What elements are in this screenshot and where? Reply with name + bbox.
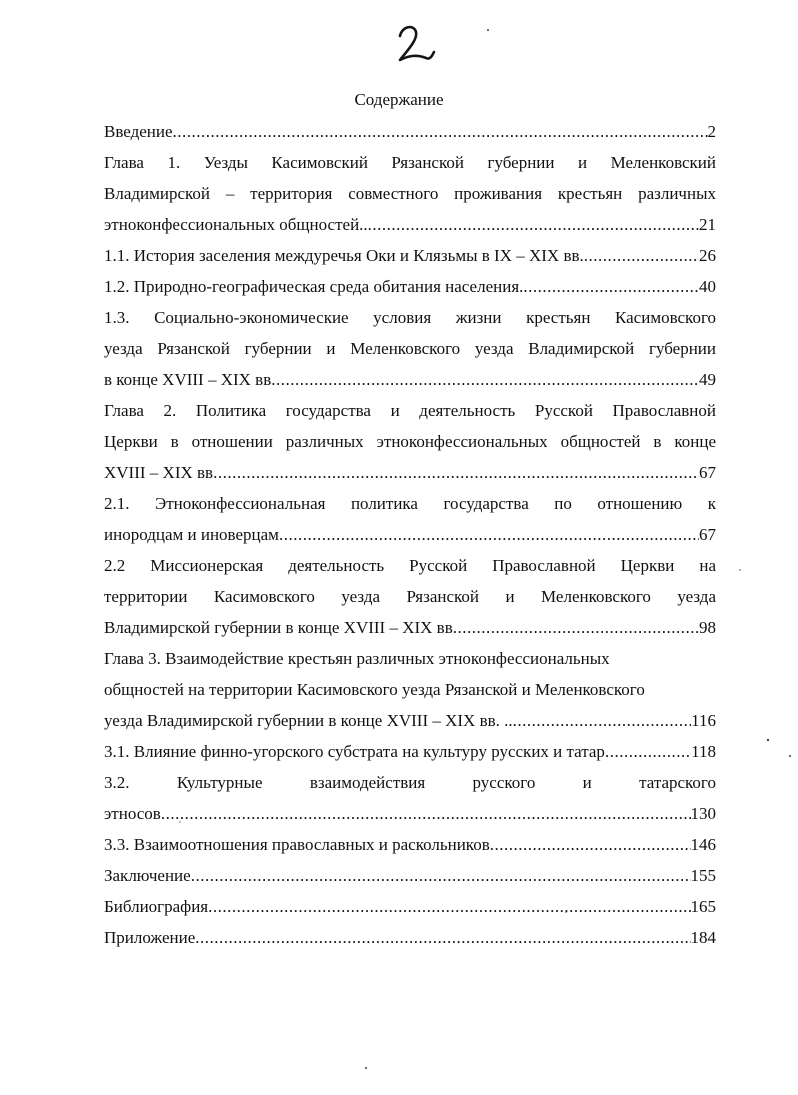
entry-title: в конце XVIII – XIX вв [104, 370, 272, 389]
leader-dots [213, 457, 699, 488]
entry-line: 2.1. Этноконфессиональная политика государства по отношению к [104, 494, 716, 513]
entry-title: Введение [104, 122, 173, 141]
leader-dots [523, 271, 699, 302]
leader-dots [453, 612, 699, 643]
toc-entry-section-1-2 [104, 271, 716, 302]
leader-dots [195, 922, 690, 953]
toc-entry-conclusion [104, 860, 716, 891]
toc-entry-chapter-2 [104, 395, 716, 488]
entry-page: 165 [690, 897, 716, 916]
toc-entry-chapter-3 [104, 643, 716, 736]
entry-line: 1.3. Социально-экономические условия жизни крестьян Касимовского [104, 308, 716, 327]
entry-page: 49 [699, 370, 716, 389]
leader-dots [490, 829, 691, 860]
toc-entry-section-1-3 [104, 302, 716, 395]
leader-dots [279, 519, 699, 550]
entry-line: Церкви в отношении различных этноконфессиональных общностей в конце [104, 432, 716, 451]
entry-line: Глава 2. Политика государства и деятельность Русской Православной [104, 401, 716, 420]
entry-page: 184 [690, 928, 716, 947]
entry-line: Владимирской – территория совместного проживания крестьян различных [104, 184, 716, 203]
table-of-contents [104, 116, 716, 953]
entry-page: 146 [690, 835, 716, 854]
entry-title: 1.1. История заселения междуречья Оки и Клязьмы в IX – XIX вв. [104, 246, 584, 265]
entry-line: 3.2. Культурные взаимодействия русского и татарского [104, 773, 716, 792]
leader-dots [208, 891, 690, 922]
toc-entry-introduction [104, 116, 716, 147]
toc-entry-appendix [104, 922, 716, 953]
leader-dots [368, 209, 699, 240]
leader-dots [173, 116, 708, 147]
entry-title: инородцам и иноверцам [104, 525, 279, 544]
entry-title: этносов [104, 804, 161, 823]
toc-entry-chapter-1 [104, 147, 716, 240]
entry-line: Глава 1. Уезды Касимовский Рязанской губернии и Меленковский [104, 153, 716, 172]
entry-title: 3.3. Взаимоотношения православных и раскольников [104, 835, 490, 854]
entry-page: 116 [691, 711, 716, 730]
toc-title: Содержание [354, 90, 444, 109]
entry-title: Библиография [104, 897, 209, 916]
entry-page: 2 [707, 122, 716, 141]
entry-page: 130 [690, 804, 716, 823]
toc-entry-bibliography [104, 891, 716, 922]
leader-dots [191, 860, 691, 891]
leader-dots [513, 705, 692, 736]
toc-entry-section-3-2 [104, 767, 716, 829]
entry-page: 155 [690, 866, 716, 885]
entry-title: Приложение [104, 928, 196, 947]
entry-page: 21 [699, 215, 716, 234]
toc-entry-section-2-1 [104, 488, 716, 550]
entry-line: 2.2 Миссионерская деятельность Русской Православной Церкви на [104, 556, 716, 575]
entry-page: 67 [699, 525, 716, 544]
entry-page: 26 [699, 246, 716, 265]
entry-page: 118 [691, 742, 716, 761]
leader-dots [605, 736, 691, 767]
leader-dots [584, 240, 699, 271]
entry-line: Глава 3. Взаимодействие крестьян различных этноконфессиональных [104, 649, 610, 668]
toc-entry-section-3-3 [104, 829, 716, 860]
toc-entry-section-2-2 [104, 550, 716, 643]
entry-page: 40 [699, 277, 716, 296]
leader-dots [271, 364, 699, 395]
entry-line: уезда Рязанской губернии и Меленковского уезда Владимирской губернии [104, 339, 716, 358]
leader-dots [161, 798, 691, 829]
handwritten-page-number [386, 18, 446, 68]
entry-page: 98 [699, 618, 716, 637]
toc-entry-section-3-1 [104, 736, 716, 767]
entry-title: 1.2. Природно-географическая среда обитания населения. [104, 277, 524, 296]
entry-title: Владимирской губернии в конце XVIII – XIX вв [104, 618, 453, 637]
entry-page: 67 [699, 463, 716, 482]
entry-title: этноконфессиональных общностей.. [104, 215, 368, 234]
entry-title: Заключение [104, 866, 191, 885]
entry-line: общностей на территории Касимовского уезда Рязанской и Меленковского [104, 680, 645, 699]
toc-entry-section-1-1 [104, 240, 716, 271]
entry-line: территории Касимовского уезда Рязанской и Меленковского уезда [104, 587, 716, 606]
entry-title: XVIII – XIX вв [104, 463, 214, 482]
entry-title: 3.1. Влияние финно-угорского субстрата на культуру русских и татар [104, 742, 605, 761]
entry-title: уезда Владимирской губернии в конце XVIII – XIX вв. .. [104, 711, 513, 730]
